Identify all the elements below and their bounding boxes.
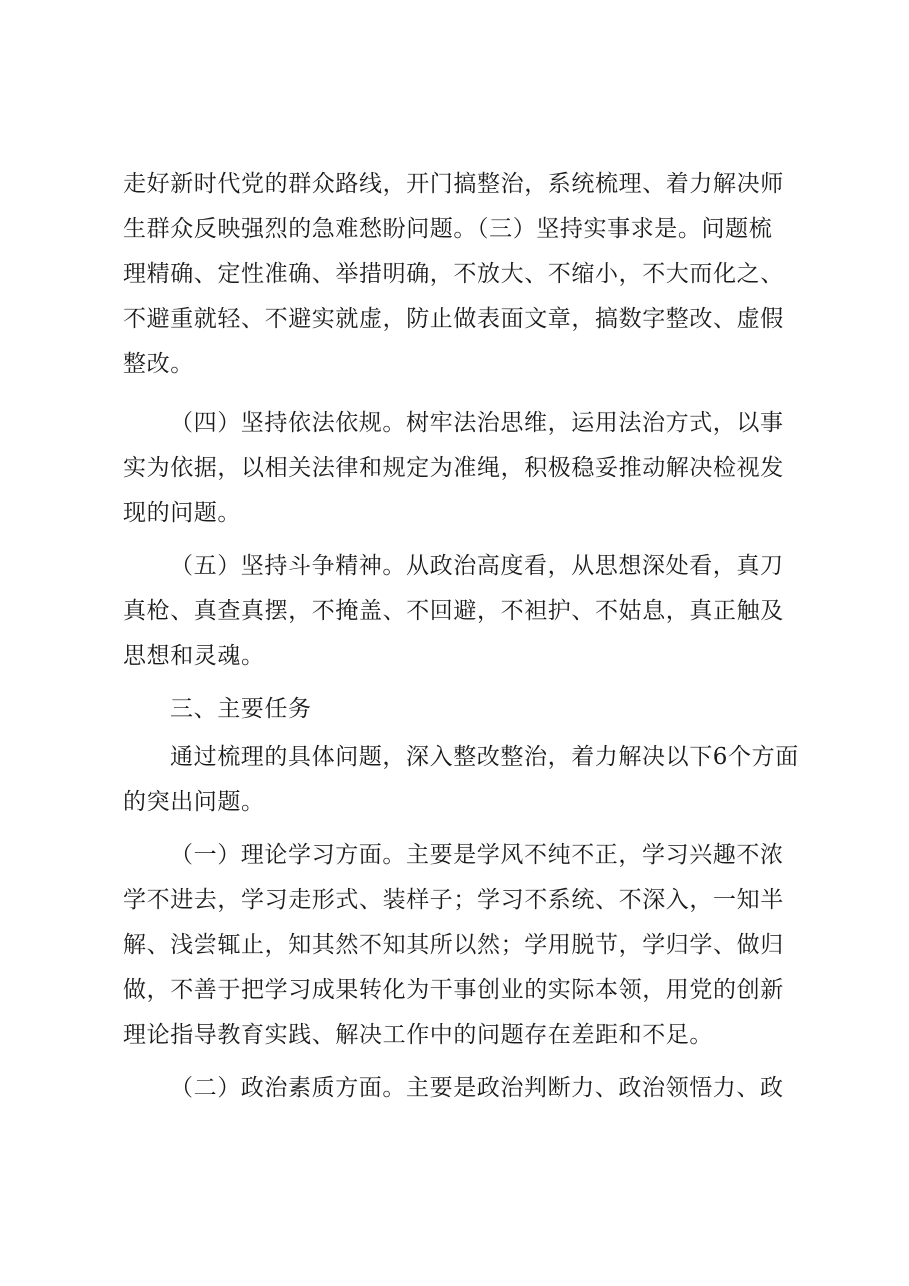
text-line: 通过梳理的具体问题，深入整改整治，着力解决以下6个方面 (170, 744, 799, 770)
text-line: 的突出问题。 (123, 789, 265, 815)
text-line: 做，不善于把学习成果转化为干事创业的实际本领，用党的创新 (123, 977, 784, 1003)
text-line: 解、浅尝辄止，知其然不知其所以然；学用脱节，学归学、做归 (123, 932, 784, 958)
section-heading-4: （四）坚持依法依规。树牢法治思维，运用法治方式，以事 (170, 410, 784, 436)
text-line: 走好新时代党的群众路线，开门搞整治，系统梳理、着力解决师 (123, 171, 784, 197)
section-heading-5: （五）坚持斗争精神。从政治高度看，从思想深处看，真刀 (170, 553, 784, 579)
subsection-heading-1: （一）理论学习方面。主要是学风不纯不正，学习兴趣不浓 (170, 842, 784, 868)
text-line: 生群众反映强烈的急难愁盼问题。（三）坚持实事求是。问题梳 (123, 216, 773, 242)
section-title-main-tasks: 三、主要任务 (170, 696, 312, 722)
text-line: 真枪、真查真摆，不掩盖、不回避，不袒护、不姑息，真正触及 (123, 598, 784, 624)
text-line: 理精确、定性准确、举措明确，不放大、不缩小，不大而化之、 (123, 261, 784, 287)
text-line: 实为依据，以相关法律和规定为准绳，积极稳妥推动解决检视发 (123, 455, 784, 481)
text-line: 思想和灵魂。 (123, 643, 265, 669)
text-line: 整改。 (123, 351, 194, 377)
text-line: 现的问题。 (123, 500, 241, 526)
text-line: 学不进去，学习走形式、装样子；学习不系统、不深入，一知半 (123, 887, 784, 913)
text-line: 理论指导教育实践、解决工作中的问题存在差距和不足。 (123, 1022, 713, 1048)
subsection-heading-2: （二）政治素质方面。主要是政治判断力、政治领悟力、政 (170, 1075, 784, 1101)
text-line: 不避重就轻、不避实就虚，防止做表面文章，搞数字整改、虚假 (123, 306, 784, 332)
